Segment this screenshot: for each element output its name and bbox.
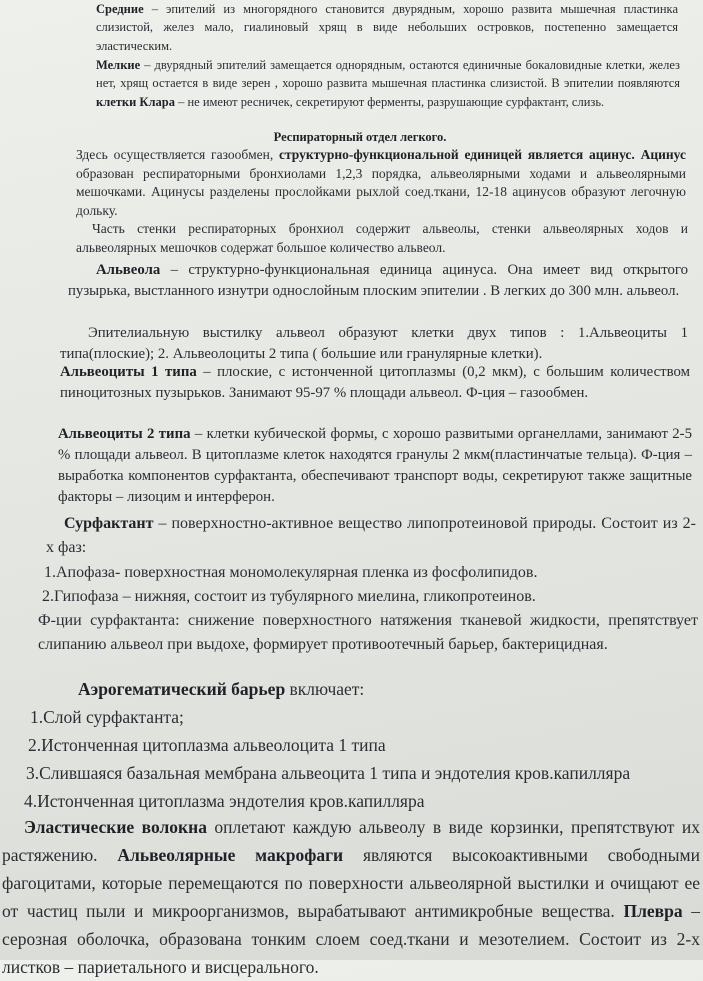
paragraph-acinus: Здесь осуществляется газообмен, структурно-функциональной единицей является ацинус. Ацинус образован респираторными бронхиолами 1,2,3 порядка, альвеолярными ходами и альвеолярными мешочками. Ацинусы разделены прослойками рыхлой соед.ткани, 12-18 ацинусов образуют легочную дольку. <box>76 147 686 218</box>
section-heading: Респираторный отдел легкого. <box>273 130 447 144</box>
paragraph-alveocytes-type-1: Альвеоциты 1 типа – плоские, с истонченной цитоплазмы (0,2 мкм), с большим количеством пиноцитозных пузырьков. Занимают 95-97 % площади альвеол. Ф-ция – газообмен. <box>60 364 691 401</box>
barrier-item-2: 2.Истонченная цитоплазма альвеолоцита 1 типа <box>28 735 386 755</box>
barrier-item-1: 1.Слой сурфактанта; <box>30 707 184 727</box>
paragraph-epithelial-lining: Эпителиальную выстилку альвеол образуют клетки двух типов : 1.Альвеоциты 1 типа(плоские); 2. Альвеолоциты 2 типа ( большие или гранулярные клетки). <box>60 325 688 362</box>
paragraph-fibers-macrophages-pleura: Эластические волокна оплетают каждую альвеолу в виде корзинки, препятствуют их растяжению. Альвеолярные макрофаги являются высокоактивными свободными фагоцитами, которые перемещаются по поверхности альвеолярной выстилки и очищают ее от частиц пыли и микроорганизмов, вырабатывают антимикробные вещества. Плевра – серозная оболочка, образована тонким слоем соед.ткани и мезотелием. Состоит из 2-х листков – париетального и висцерального. <box>2 817 700 977</box>
surfactant-phase-1: 1.Апофаза- поверхностная мономолекулярная пленка из фосфолипидов. <box>44 564 538 581</box>
surfactant-phase-2: 2.Гипофаза – нижняя, состоит из тубулярного миелина, гликопротеинов. <box>42 588 536 605</box>
paragraph-small-bronchi: Мелкие – двурядный эпителий замещается однорядным, остаются единичные бокаловидные клетки, желез нет, хрящ остается в виде зерен , хорошо развита мышечная пластинка слизистой. В эпителии появляются клетки Клара – не имеют ресничек, секретируют ферменты, разрушающие сурфактант, слизь. <box>96 58 680 109</box>
barrier-item-3: 3.Слившаяся базальная мембрана альвеоцита 1 типа и эндотелия кров.капилляра <box>26 763 631 783</box>
paragraph-medium-bronchi: Средние – эпителий из многорядного становится двурядным, хорошо развита мышечная пластинка слизистой, желез мало, гиалиновый хрящ в виде небольших островков, постепенно замещается эластическим. <box>96 2 678 53</box>
paragraph-surfactant: Сурфактант – поверхностно-активное вещество липопротеиновой природы. Состоит из 2-х фаз: <box>46 515 696 556</box>
paragraph-surfactant-functions: Ф-ции сурфактанта: снижение поверхностного натяжения тканевой жидкости, препятствует слипанию альвеол при выдохе, формирует противоотечный барьер, бактерицидная. <box>38 612 698 653</box>
paragraph-respiratory-bronchioles: Часть стенки респираторных бронхиол содержит альвеолы, стенки альвеолярных ходов и альвеолярных мешочков содержат большое количество альвеол. <box>76 221 688 255</box>
paragraph-alveolus: Альвеола – структурно-функциональная единица ацинуса. Она имеет вид открытого пузырька, выстланного изнутри однослойным плоским эпителии . В легких до 300 млн. альвеол. <box>68 262 688 299</box>
barrier-item-4: 4.Истонченная цитоплазма эндотелия кров.капилляра <box>24 791 425 811</box>
paragraph-air-blood-barrier: Аэрогематический барьер включает: <box>78 679 365 699</box>
paragraph-alveocytes-type-2: Альвеоциты 2 типа – клетки кубической формы, с хорошо развитыми органеллами, занимают 2-5 % площади альвеол. В цитоплазме клеток находятся гранулы 2 мкм(пластинчатые тельца). Ф-ция – выработка компонентов сурфактанта, обеспечивают транспорт воды, секретируют также защитные факторы – лизоцим и интерферон. <box>58 426 693 505</box>
